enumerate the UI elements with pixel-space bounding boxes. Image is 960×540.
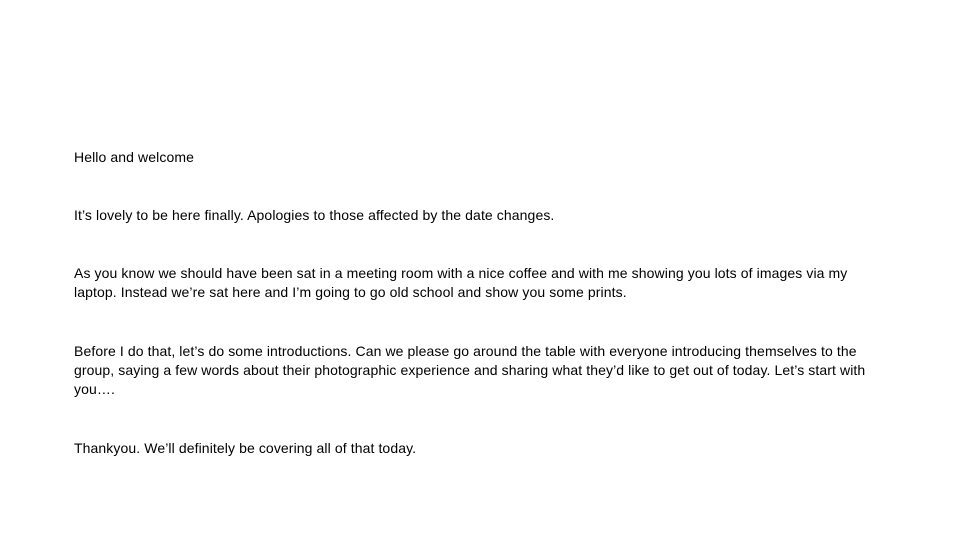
paragraph-context: As you know we should have been sat in a meeting room with a nice coffee and with me showing you lots of images via my laptop. Instead we’re sat here and I’m going to go old school and show you some prints. [74,265,848,300]
speaker-notes-text [74,148,894,458]
paragraph-introductions: Before I do that, let’s do some introductions. Can we please go around the table with everyone introducing themselves to the group, saying a few words about their photographic experience and sharing what they’d like to get out of today. Let’s start with you…. [74,343,866,397]
paragraph-thanks: Thankyou. We’ll definitely be covering all of that today. [74,440,417,456]
paragraph-greeting: Hello and welcome [74,149,194,165]
paragraph-welcome: It’s lovely to be here finally. Apologies to those affected by the date changes. [74,207,555,223]
